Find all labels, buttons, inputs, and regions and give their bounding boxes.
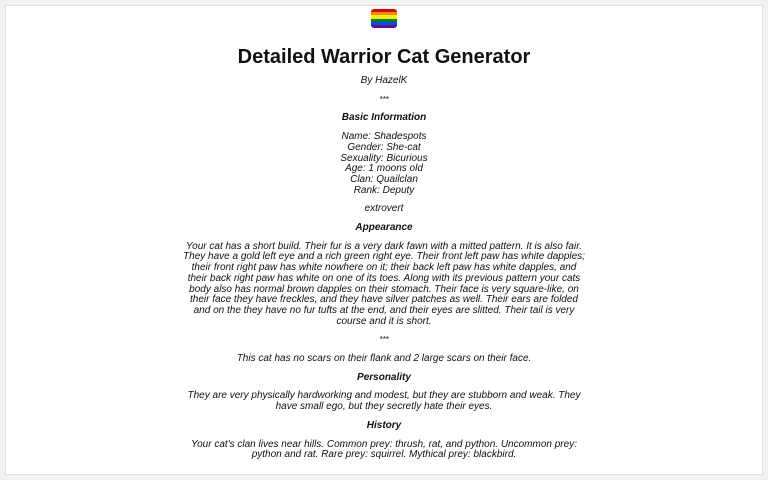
cat-clan: Clan: Quailclan [350, 173, 418, 185]
page-title: Detailed Warrior Cat Generator [237, 46, 531, 68]
cat-gender: Gender: She-cat [347, 141, 421, 153]
appearance-text: Your cat has a short build. Their fur is a very dark fawn with a mitted pattern. It is also fair. They have a gold left eye and a rich green right eye. Their front left paw has white dapples; their front right paw has white nowhere on it; their back left paw has white dapples, and their back right paw has white on one of its toes. Along with its previous pattern your cats body also has normal brown dapples on their stomach. Their face is very square-like, on their face they have freckles, and they have silver patches as well. Their ears are folded and on the they have no fur tufts at the end, and their eyes are slitted. Their tail is very course and it is short. [183, 240, 585, 327]
cat-sexuality: Sexuality: Bicurious [340, 152, 428, 164]
page-panel [5, 5, 763, 475]
basic-info-heading: Basic Information [341, 112, 427, 124]
separator-2: *** [379, 335, 389, 345]
appearance-heading: Appearance [355, 222, 413, 234]
flag-stripe [371, 25, 397, 28]
history-text: Your cat's clan lives near hills. Common prey: thrush, rat, and python. Uncommon prey: python and rat. Rare prey: squirrel. Mythical prey: blackbird. [191, 438, 577, 461]
personality-heading: Personality [357, 371, 411, 383]
basic-info [182, 132, 586, 196]
scars-text: This cat has no scars on their flank and 2 large scars on their face. [236, 353, 532, 365]
cat-description [182, 76, 586, 469]
cat-age: Age: 1 moons old [345, 163, 423, 175]
cat-name: Name: Shadespots [341, 131, 427, 143]
cat-trait: extrovert [364, 203, 404, 215]
rainbow-flag-icon [371, 9, 397, 28]
cat-rank: Rank: Deputy [353, 184, 415, 196]
author: By HazelK [360, 75, 408, 86]
personality-text: They are very physically hardworking and modest, but they are stubborn and weak. They have small ego, but they secretly hate their eyes. [187, 390, 581, 413]
history-heading: History [366, 419, 402, 431]
separator: *** [379, 94, 389, 104]
